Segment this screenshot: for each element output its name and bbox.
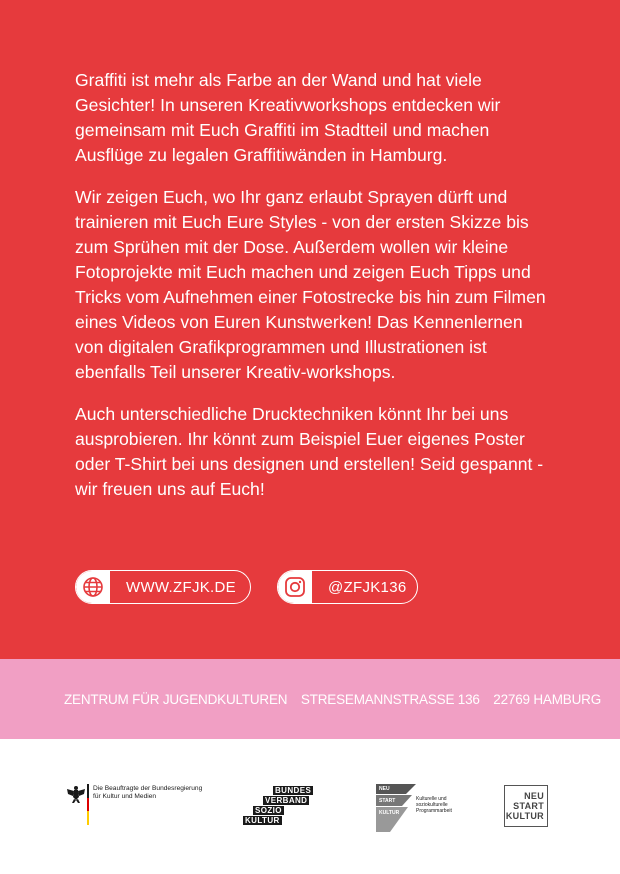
address-city: 22769 HAMBURG	[493, 691, 601, 707]
bundesverband-soziokultur-logo: BUNDES VERBAND SOZIO KULTUR	[245, 786, 312, 825]
bkm-logo	[66, 784, 206, 828]
neustart-kultur-logo: NEU START KULTUR	[504, 785, 548, 827]
body-text	[75, 68, 555, 519]
neustart-kultur-programm-logo: NEU START KULTUR Kulturelle und soziokulturelle Programmarbeit	[376, 784, 456, 832]
address-org: ZENTRUM FÜR JUGENDKULTUREN	[64, 691, 288, 707]
instagram-icon	[278, 570, 312, 604]
bkm-text: Die Beauftragte der Bundesregierung für Kultur und Medien	[93, 785, 203, 800]
instagram-label: @ZFJK136	[328, 578, 407, 596]
website-label: WWW.ZFJK.DE	[126, 578, 236, 596]
flag-bar	[87, 784, 89, 825]
address-street: STRESEMANNSTRASSE 136	[300, 691, 480, 707]
website-link[interactable]	[75, 570, 251, 604]
nsk-description: Kulturelle und soziokulturelle Programmarbeit	[416, 796, 452, 814]
paragraph-1: Graffiti ist mehr als Farbe an der Wand und hat viele Gesichter! In unseren Kreativworkshops entdecken wir gemeinsam mit Euch Graffiti im Stadtteil und machen Ausflüge zu legalen Graffitiwänden in Hamburg.	[75, 70, 501, 165]
address	[64, 692, 611, 707]
eagle-icon	[66, 784, 86, 804]
globe-icon	[76, 570, 110, 604]
paragraph-3: Auch unterschiedliche Drucktechniken könnt Ihr bei uns ausprobieren. Ihr könnt zum Beispiel Euer eigenes Poster oder T-Shirt bei uns designen und erstellen! Seid gespannt - wir freuen uns auf Euch!	[75, 404, 544, 499]
paragraph-2: Wir zeigen Euch, wo Ihr ganz erlaubt Sprayen dürft und trainieren mit Euch Eure Styles - von der ersten Skizze bis zum Sprühen mit der Dose. Außerdem wollen wir kleine Fotoprojekte mit Euch machen und zeigen Euch Tipps und Tricks vom Aufnehmen einer Fotostrecke bis hin zum Filmen eines Videos von Euren Kunstwerken! Das Kennenlernen von digitalen Grafikprogrammen und Illustrationen ist ebenfalls Teil unserer Kreativ-workshops.	[75, 187, 546, 382]
address-bar	[0, 659, 620, 739]
instagram-link[interactable]	[277, 570, 418, 604]
